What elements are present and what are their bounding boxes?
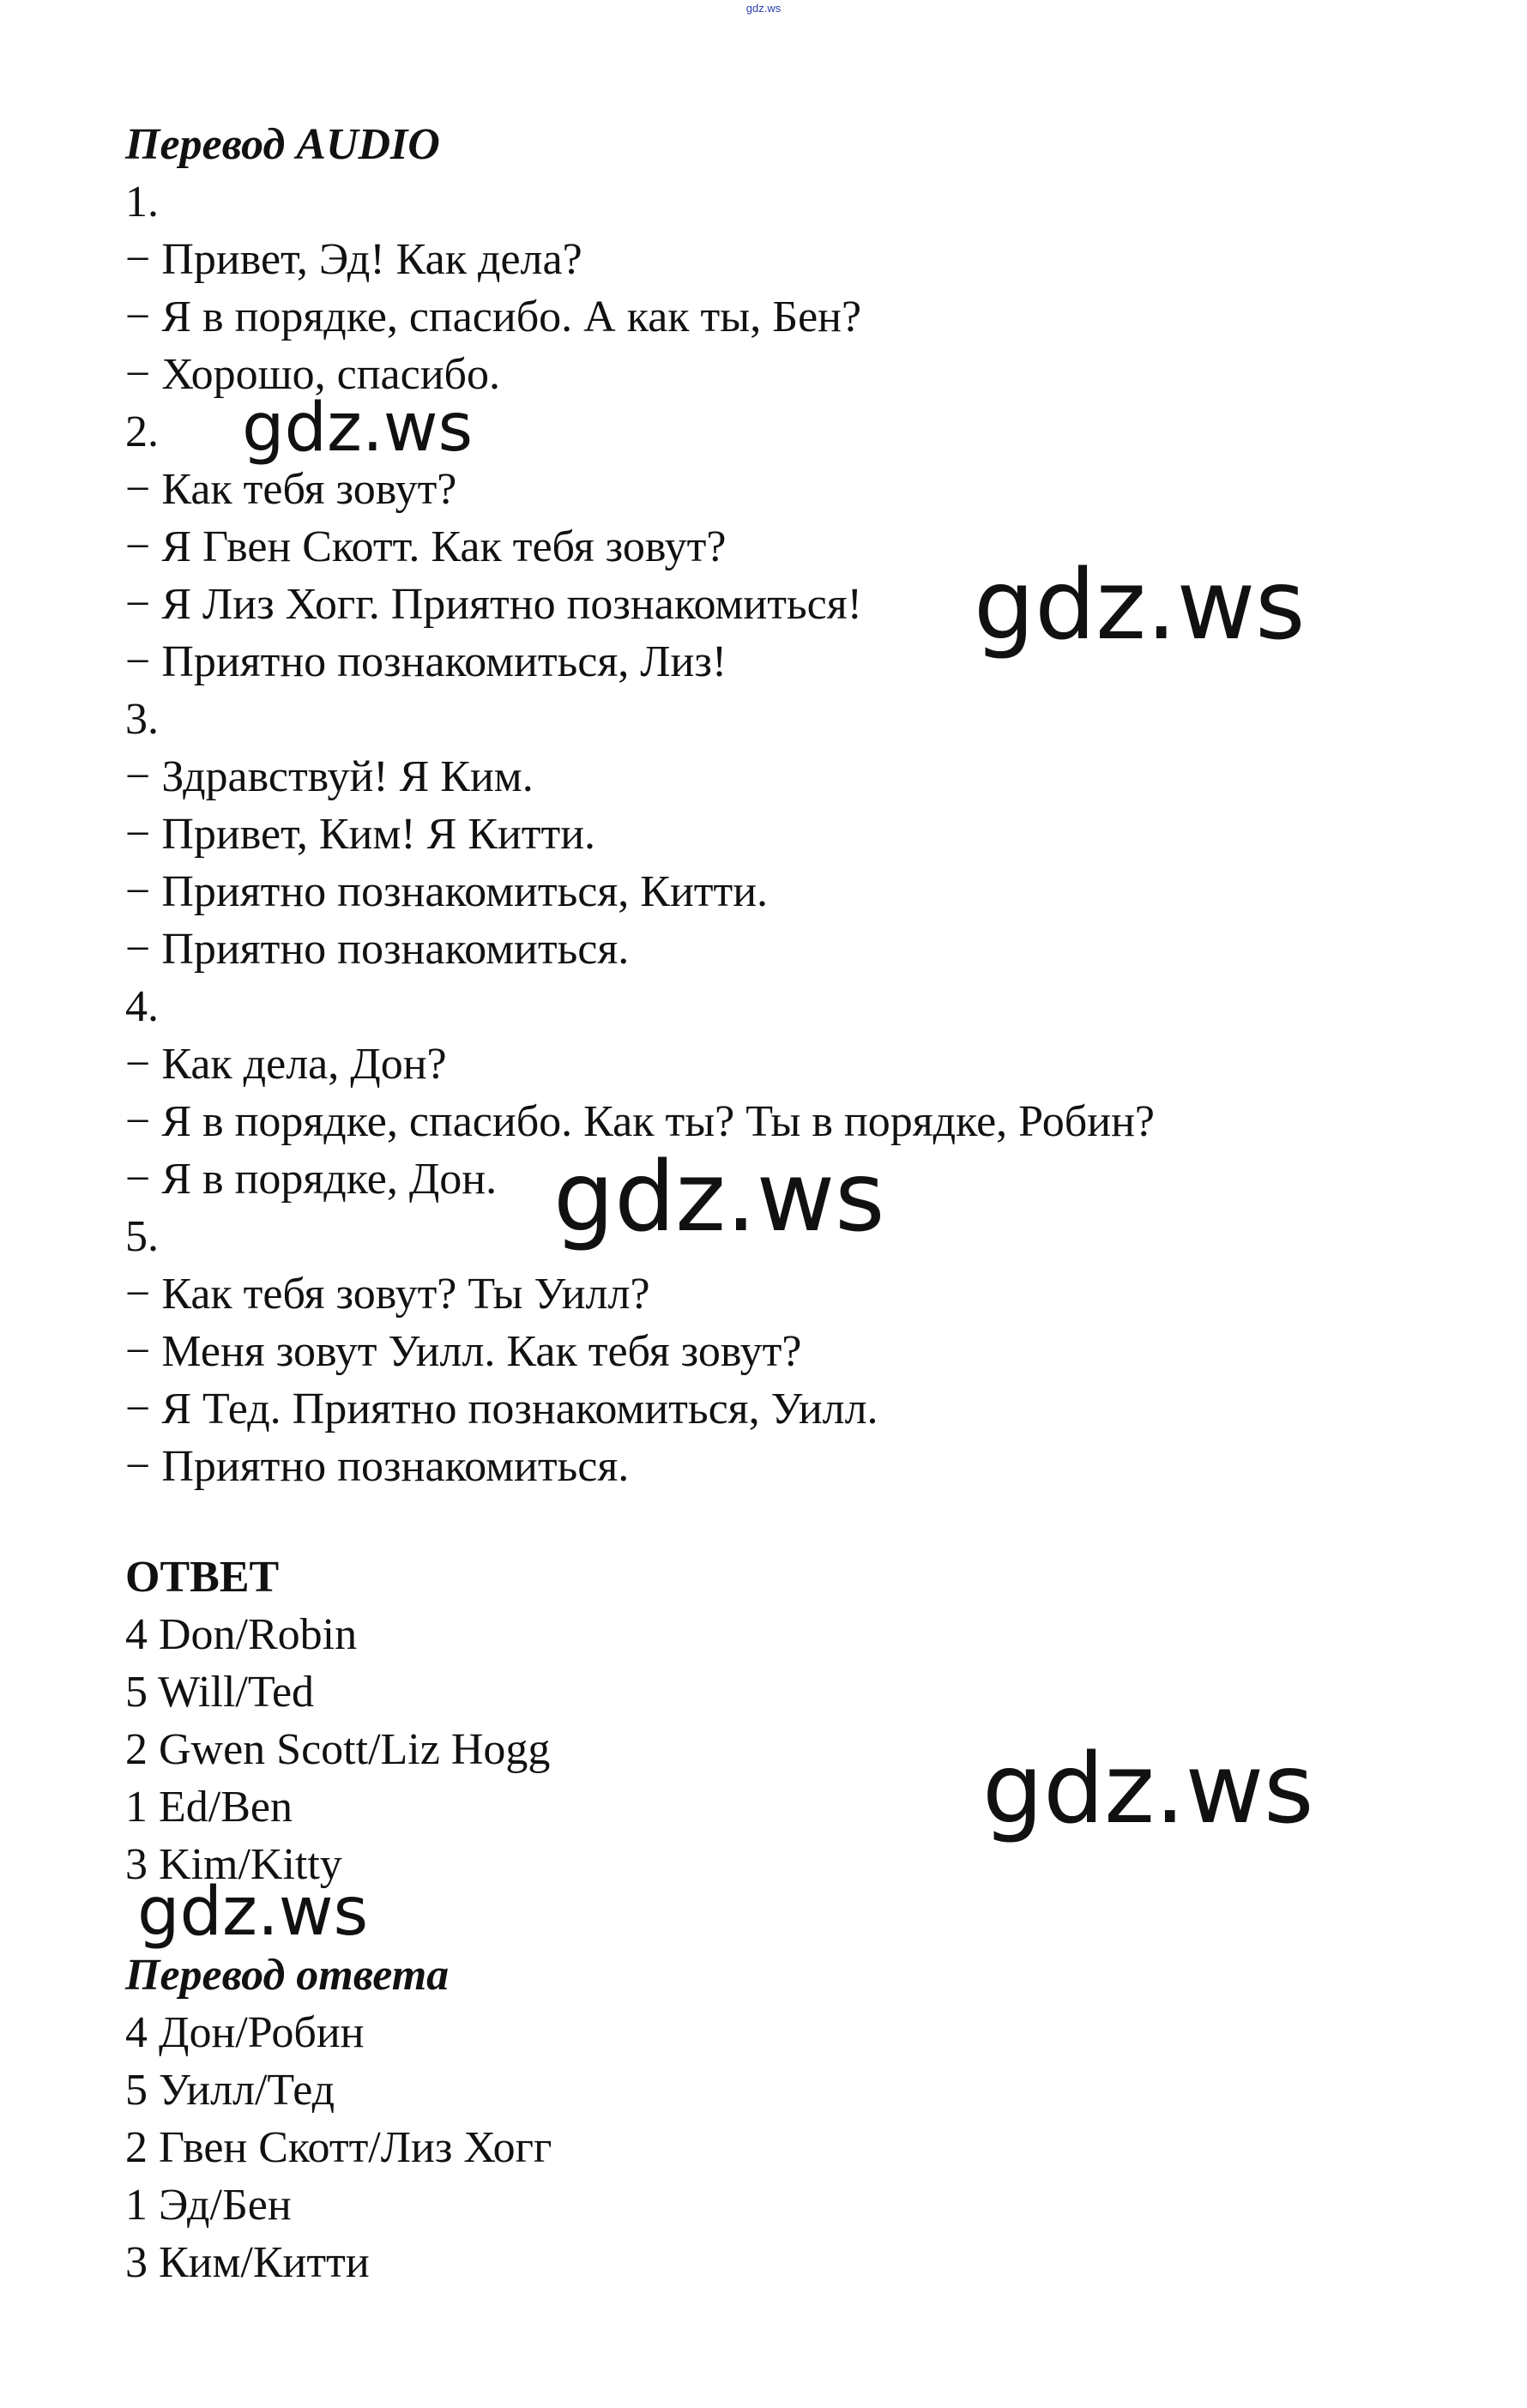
dialogue-line: − Я Тед. Приятно познакомиться, Уилл. — [125, 1385, 878, 1433]
top-watermark: gdz.ws — [745, 2, 782, 15]
dialogue-number: 4. — [125, 982, 159, 1031]
dialogue-line: − Привет, Ким! Я Китти. — [125, 810, 596, 859]
dialogue-line: − Привет, Эд! Как дела? — [125, 235, 582, 284]
watermark: gdz.ws — [974, 550, 1306, 661]
translation-item: 2 Гвен Скотт/Лиз Хогг — [125, 2123, 552, 2172]
dialogue-line: − Я Лиз Хогг. Приятно познакомиться! — [125, 580, 862, 629]
answer-item: 4 Don/Robin — [125, 1610, 358, 1659]
translation-item: 4 Дон/Робин — [125, 2008, 365, 2057]
dialogue-line: − Приятно познакомиться, Лиз! — [125, 637, 727, 686]
dialogue-line: − Приятно познакомиться, Китти. — [125, 867, 769, 916]
dialogue-number: 5. — [125, 1212, 159, 1261]
dialogue-number: 1. — [125, 178, 159, 226]
dialogue-3 — [125, 691, 1412, 978]
answer-item: 1 Ed/Ben — [125, 1783, 293, 1832]
section-spacer — [125, 1495, 1412, 1548]
answer-item: 3 Kim/Kitty — [125, 1840, 342, 1889]
dialogue-line: − Я Гвен Скотт. Как тебя зовут? — [125, 522, 727, 571]
watermark: gdz.ws — [242, 389, 474, 467]
answer-item: 2 Gwen Scott/Liz Hogg — [125, 1725, 551, 1774]
dialogue-line: − Здравствуй! Я Ким. — [125, 752, 534, 801]
answer-item: 5 Will/Ted — [125, 1668, 315, 1717]
dialogue-line: − Приятно познакомиться. — [125, 1442, 630, 1491]
translation-item: 3 Ким/Китти — [125, 2238, 370, 2287]
dialogue-line: − Я в порядке, спасибо. А как ты, Бен? — [125, 293, 862, 341]
watermark: gdz.ws — [982, 1734, 1314, 1845]
dialogue-line: − Как дела, Дон? — [125, 1040, 447, 1089]
dialogue-line: − Меня зовут Уилл. Как тебя зовут? — [125, 1327, 802, 1376]
dialogue-number: 2. — [125, 407, 159, 456]
audio-heading: Перевод AUDIO — [125, 120, 440, 169]
translation-heading: Перевод ответа — [125, 1951, 450, 2000]
translation-item: 5 Уилл/Тед — [125, 2066, 335, 2115]
answer-heading: ОТВЕТ — [125, 1553, 280, 1602]
watermark: gdz.ws — [137, 1874, 369, 1951]
dialogue-line: − Как тебя зовут? — [125, 465, 457, 514]
dialogue-1 — [125, 173, 1412, 403]
dialogue-number: 3. — [125, 695, 159, 744]
dialogue-line: − Я в порядке, спасибо. Как ты? Ты в порядке, Робин? — [125, 1097, 1155, 1146]
dialogue-line: − Как тебя зовут? Ты Уилл? — [125, 1270, 650, 1319]
watermark: gdz.ws — [553, 1142, 885, 1253]
translation-list — [125, 2004, 1412, 2291]
dialogue-line: − Хорошо, спасибо. — [125, 350, 500, 399]
translation-item: 1 Эд/Бен — [125, 2181, 292, 2230]
dialogue-line: − Приятно познакомиться. — [125, 925, 630, 974]
dialogue-line: − Я в порядке, Дон. — [125, 1155, 498, 1204]
